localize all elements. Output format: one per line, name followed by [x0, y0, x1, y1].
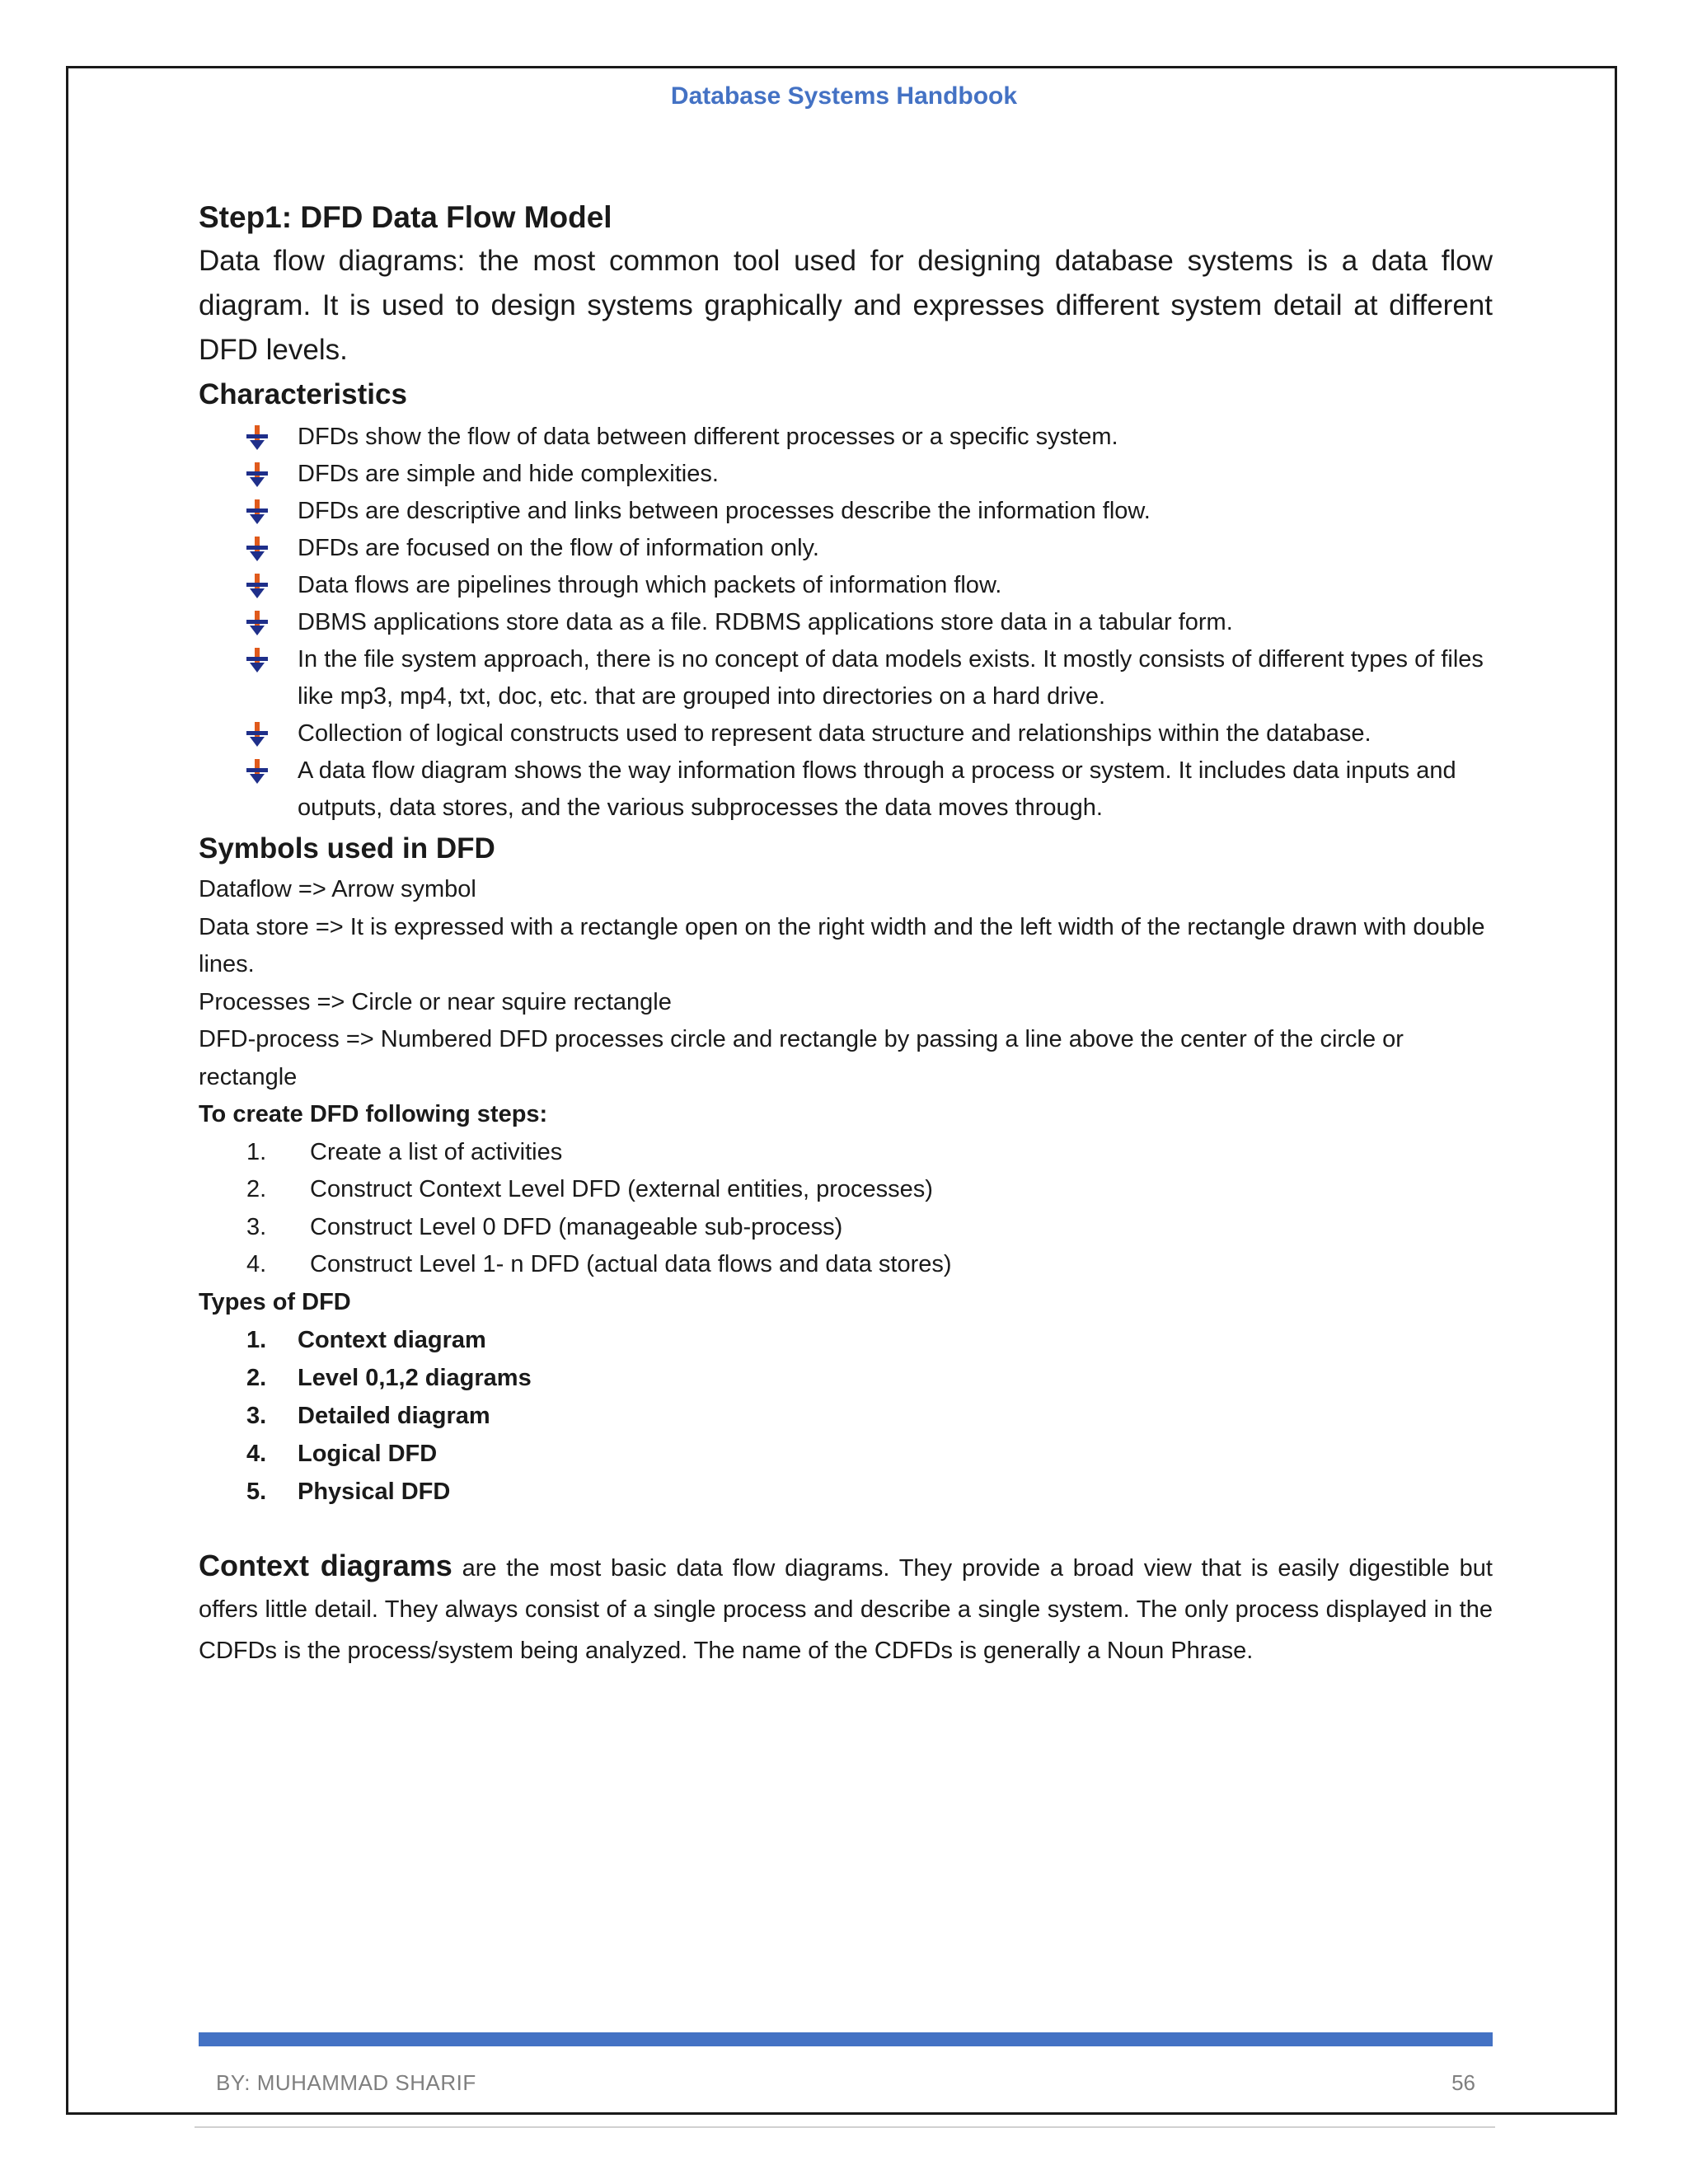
- step-number: 3.: [246, 1213, 267, 1240]
- symbol-line-processes: Processes => Circle or near squire rectangle: [199, 988, 672, 1015]
- step-number: 2.: [246, 1176, 267, 1202]
- list-item: [199, 1397, 1493, 1435]
- down-arrow-bullet-icon: [246, 537, 268, 561]
- characteristic-text: DFDs are focused on the flow of information only.: [298, 535, 819, 561]
- step-text: Construct Level 1- n DFD (actual data flows and data stores): [310, 1251, 952, 1277]
- type-text: Level 0,1,2 diagrams: [298, 1365, 532, 1391]
- section-heading-step1: Step1: DFD Data Flow Model: [199, 200, 612, 234]
- type-number: 3.: [246, 1403, 267, 1429]
- characteristic-text: DFDs are simple and hide complexities.: [298, 461, 719, 487]
- list-item: [298, 604, 1493, 641]
- list-item: [199, 1209, 1493, 1247]
- type-number: 4.: [246, 1441, 267, 1467]
- down-arrow-bullet-icon: [246, 722, 268, 747]
- footer-author: BY: MUHAMMAD SHARIF: [216, 2070, 476, 2095]
- context-diagrams-text: are the most basic data flow diagrams. They provide a broad view that is easily digestible but offers little detail. They always consist of a single process and describe a single system. The only process displayed in the CDFDs is the process/system being analyzed. The name of the CDFDs is generally a Noun Phrase.: [199, 1555, 1493, 1664]
- bottom-divider: [195, 2126, 1495, 2128]
- list-item: [199, 1435, 1493, 1473]
- list-item: [298, 715, 1493, 752]
- steps-list: [199, 1134, 1493, 1284]
- down-arrow-bullet-icon: [246, 462, 268, 487]
- list-item: [298, 493, 1493, 530]
- list-item: [298, 752, 1493, 827]
- list-item: [199, 1359, 1493, 1397]
- context-diagrams-term: Context diagrams: [199, 1549, 452, 1582]
- page-content: [199, 196, 1493, 1671]
- type-number: 1.: [246, 1327, 267, 1353]
- list-item: [199, 1473, 1493, 1511]
- symbol-line-data-store: Data store => It is expressed with a rectangle open on the right width and the left width of the rectangle drawn with double lines.: [199, 913, 1485, 977]
- down-arrow-bullet-icon: [246, 425, 268, 450]
- type-number: 5.: [246, 1479, 267, 1505]
- types-list: [199, 1321, 1493, 1511]
- symbols-heading: Symbols used in DFD: [199, 832, 495, 865]
- step-number: 4.: [246, 1251, 267, 1277]
- list-item: [298, 567, 1493, 604]
- step-number: 1.: [246, 1138, 267, 1165]
- step-text: Create a list of activities: [310, 1138, 563, 1165]
- list-item: [199, 1171, 1493, 1209]
- type-number: 2.: [246, 1365, 267, 1391]
- type-text: Logical DFD: [298, 1441, 438, 1467]
- characteristic-text: A data flow diagram shows the way information flows through a process or system. It includes data inputs and outputs, data stores, and the various subprocesses the data moves through.: [298, 757, 1456, 821]
- type-text: Physical DFD: [298, 1479, 451, 1505]
- down-arrow-bullet-icon: [246, 611, 268, 635]
- down-arrow-bullet-icon: [246, 499, 268, 524]
- characteristic-text: In the file system approach, there is no concept of data models exists. It mostly consists of different types of files like mp3, mp4, txt, doc, etc. that are grouped into directories on a hard drive.: [298, 646, 1484, 710]
- steps-heading: To create DFD following steps:: [199, 1101, 548, 1127]
- characteristic-text: DBMS applications store data as a file. RDBMS applications store data in a tabular form.: [298, 609, 1233, 635]
- page-number: 56: [1451, 2070, 1475, 2095]
- characteristic-text: DFDs are descriptive and links between processes describe the information flow.: [298, 498, 1151, 524]
- types-heading: Types of DFD: [199, 1288, 351, 1315]
- running-header-title: Database Systems Handbook: [670, 82, 1018, 110]
- down-arrow-bullet-icon: [246, 574, 268, 598]
- symbol-line-dataflow: Dataflow => Arrow symbol: [199, 876, 476, 902]
- list-item: [298, 641, 1493, 715]
- down-arrow-bullet-icon: [246, 648, 268, 673]
- step1-lead-paragraph: Data flow diagrams: the most common tool used for designing database systems is a data flow diagram. It is used to design systems graphically and expresses different system detail at different DFD levels.: [199, 245, 1493, 366]
- list-item: [298, 456, 1493, 493]
- list-item: [199, 1134, 1493, 1172]
- down-arrow-bullet-icon: [246, 759, 268, 784]
- context-diagrams-paragraph: [199, 1545, 1493, 1671]
- symbol-line-dfd-process: DFD-process => Numbered DFD processes circle and rectangle by passing a line above the center of the circle or rectangle: [199, 1026, 1404, 1090]
- characteristics-heading: Characteristics: [199, 378, 407, 410]
- list-item: [199, 1321, 1493, 1359]
- step-text: Construct Level 0 DFD (manageable sub-process): [310, 1213, 843, 1240]
- type-text: Detailed diagram: [298, 1403, 490, 1429]
- type-text: Context diagram: [298, 1327, 486, 1353]
- step-text: Construct Context Level DFD (external entities, processes): [310, 1176, 933, 1202]
- footer-accent-bar: [199, 2032, 1493, 2046]
- characteristic-text: Data flows are pipelines through which packets of information flow.: [298, 572, 1002, 598]
- list-item: [199, 1246, 1493, 1284]
- list-item: [298, 419, 1493, 456]
- characteristic-text: DFDs show the flow of data between different processes or a specific system.: [298, 424, 1118, 450]
- characteristic-text: Collection of logical constructs used to represent data structure and relationships within the database.: [298, 720, 1372, 747]
- characteristics-list: [199, 419, 1493, 827]
- list-item: [298, 530, 1493, 567]
